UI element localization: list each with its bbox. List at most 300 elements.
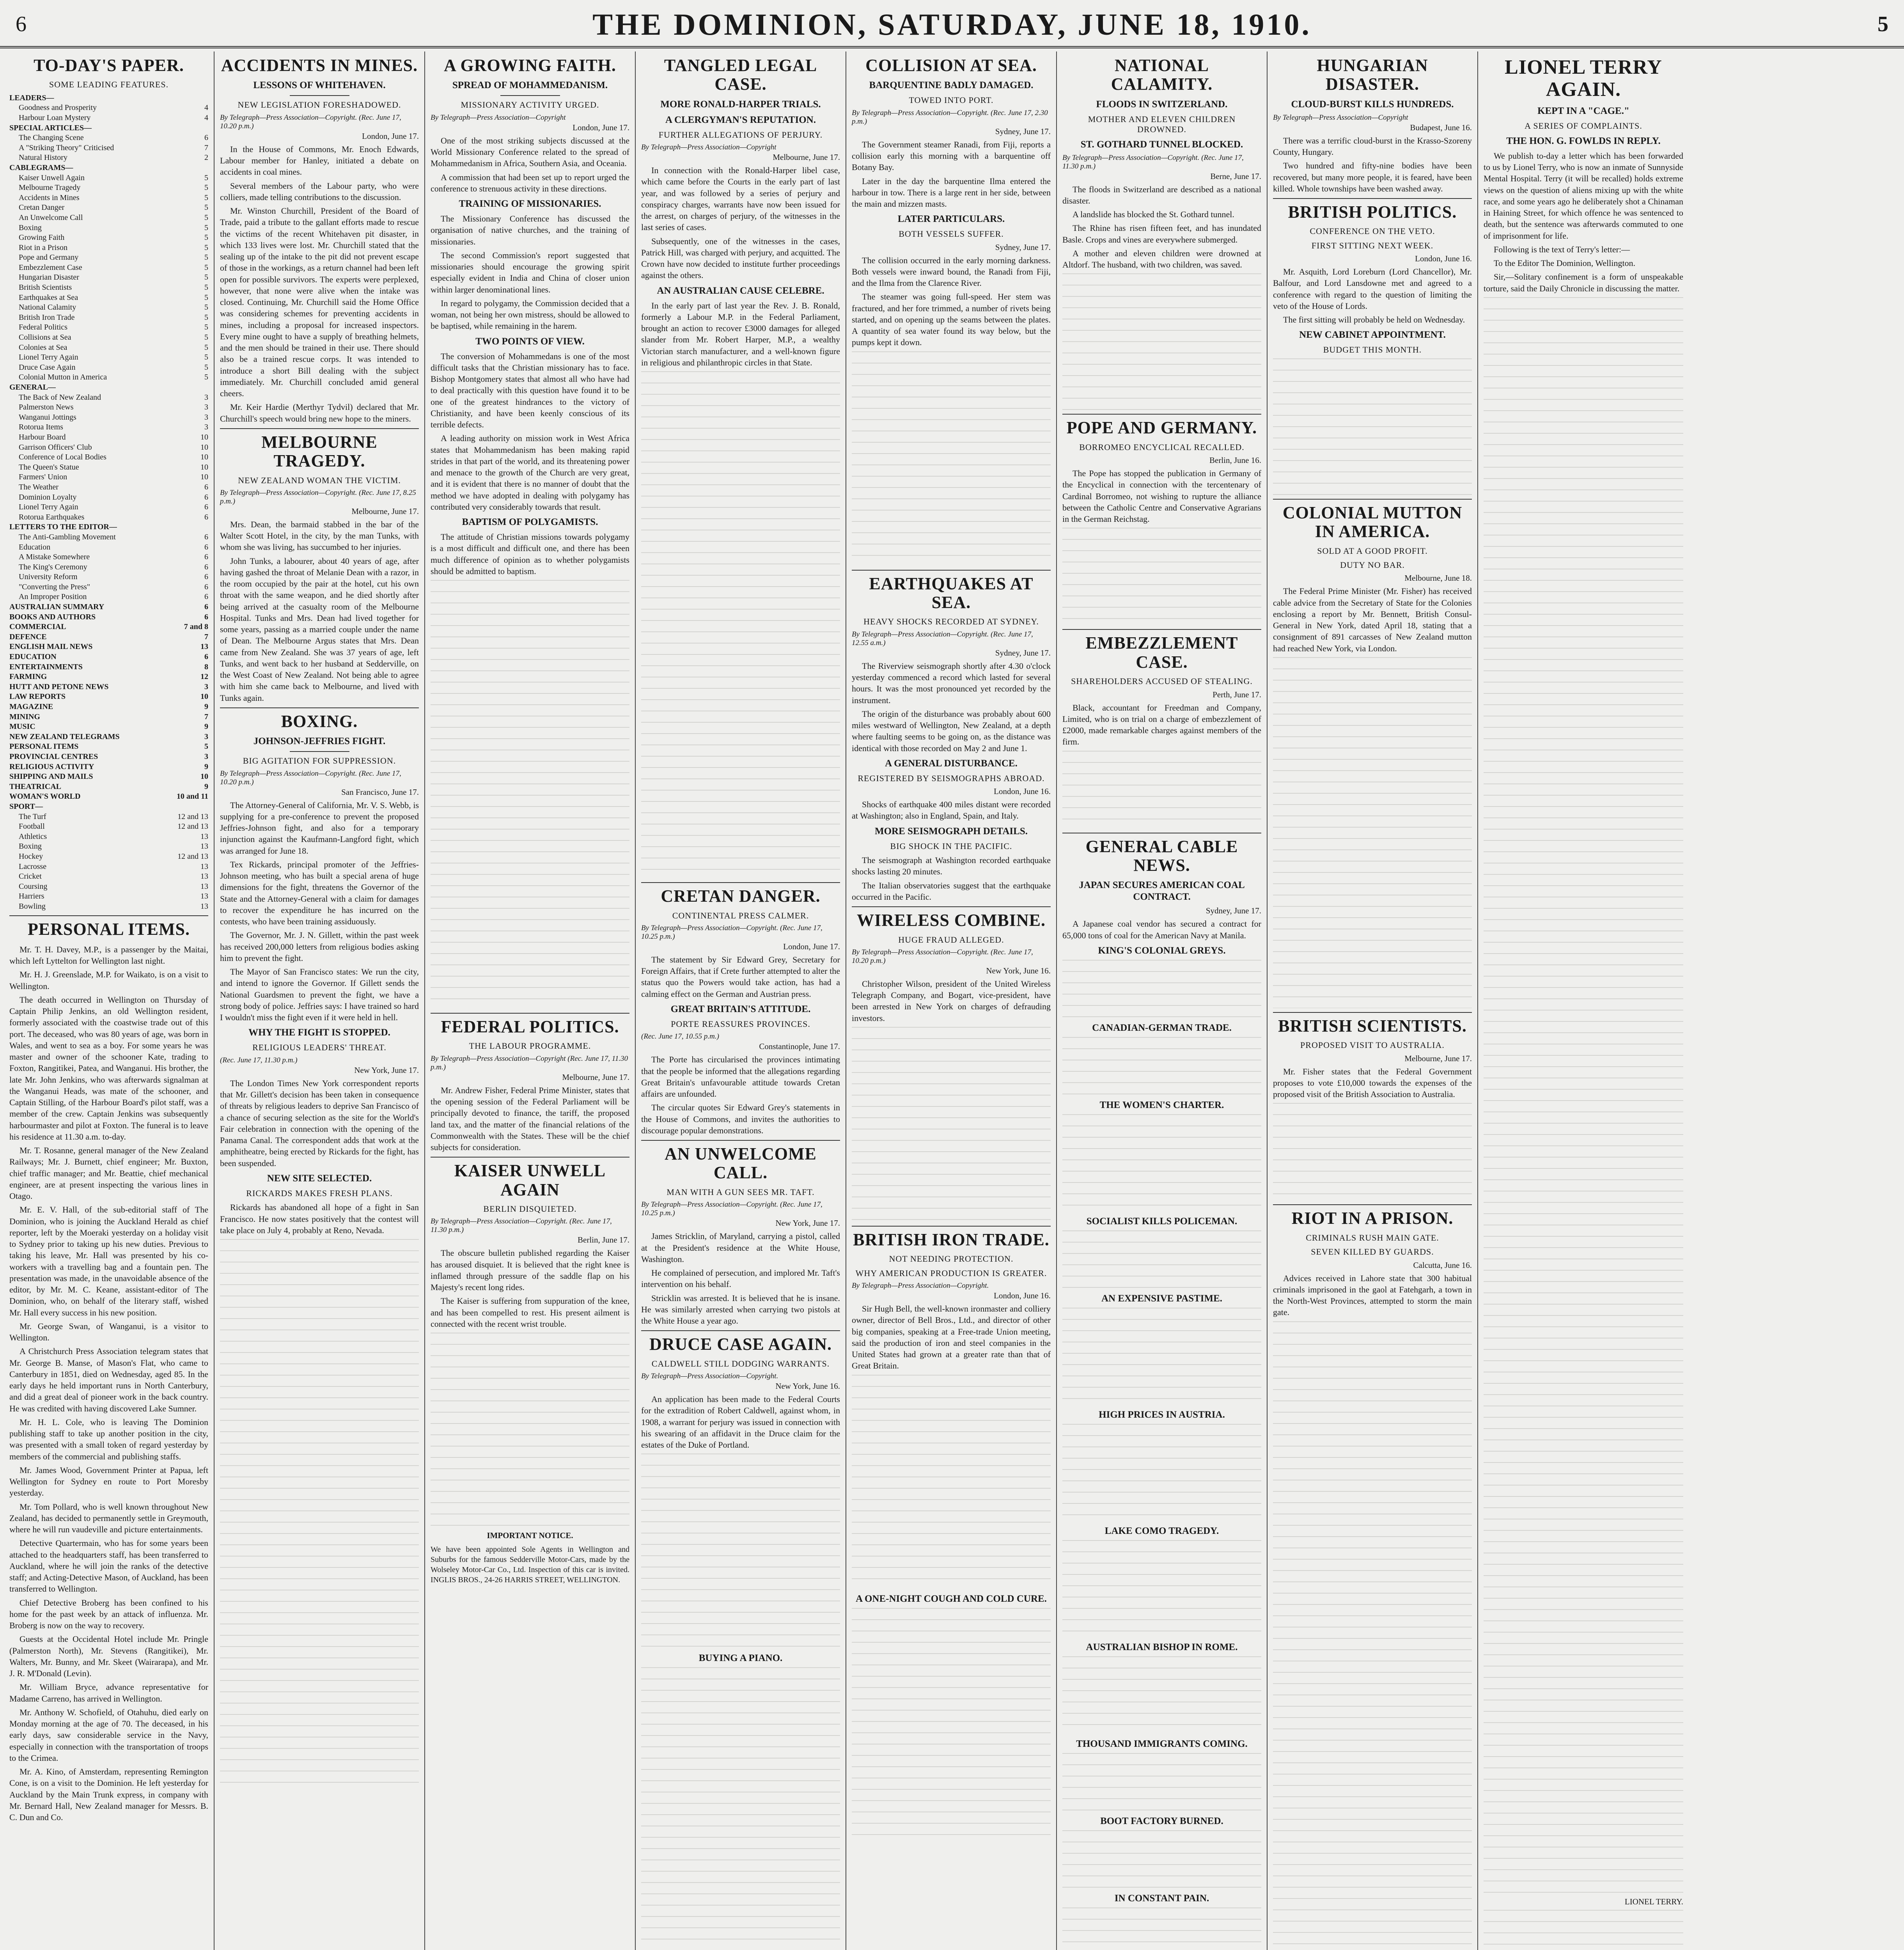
subheading: CLOUD-BURST KILLS HUNDREDS. <box>1291 99 1454 110</box>
continued-text <box>1062 751 1261 829</box>
paragraph: The collision occurred in the early morning darkness. Both vessels were inward bound, the Ranadi from Fiji, and the Ilma from the Clarence River. <box>852 255 1051 288</box>
todays-paper-heading: TO-DAY'S PAPER. <box>34 56 184 75</box>
index-entry-label: The Changing Scene <box>19 133 84 142</box>
index-entry-label: PERSONAL ITEMS <box>9 742 79 751</box>
index-entry-page: 8 <box>204 662 208 671</box>
index-entry-label: Federal Politics <box>19 323 67 332</box>
index-entry-page: 6 <box>204 562 208 571</box>
continued-text <box>1273 657 1472 1008</box>
article-body <box>852 978 1051 1024</box>
index-entry-label: Coursing <box>19 882 48 891</box>
subheading: IN CONSTANT PAIN. <box>1114 1893 1209 1904</box>
subheading: NEW ZEALAND WOMAN THE VICTIM. <box>238 475 401 485</box>
index-entry-page: 12 and 13 <box>177 812 208 821</box>
index-entry <box>9 572 208 582</box>
subheading: AUSTRALIAN BISHOP IN ROME. <box>1086 1642 1238 1652</box>
index-entry-label: AUSTRALIAN SUMMARY <box>9 603 105 612</box>
article-body <box>220 1202 419 1236</box>
index-entry <box>9 852 208 862</box>
index-entry <box>9 562 208 573</box>
headline-cretan-danger: CRETAN DANGER. <box>661 886 821 906</box>
column-4 <box>636 51 846 1950</box>
subheading: KEPT IN A "CAGE." <box>1537 106 1629 117</box>
paragraph: Advices received in Lahore state that 300 habitual criminals imprisoned in the gaol at Fatehgarh, a town in the North-West Provinces, attempted to storm the main gate. <box>1273 1273 1472 1317</box>
headline-melbourne-tragedy: MELBOURNE TRAGEDY. <box>261 432 378 471</box>
index-entry-label: Education <box>19 542 51 551</box>
headline-british-politics: BRITISH POLITICS. <box>1288 202 1457 222</box>
subheading: JAPAN SECURES AMERICAN COAL CONTRACT. <box>1079 880 1245 902</box>
index-entry-label: LEADERS— <box>9 93 54 102</box>
subheading: HEAVY SHOCKS RECORDED AT SYDNEY. <box>863 617 1039 627</box>
article-body <box>1273 1273 1472 1318</box>
index-entry-label: Lionel Terry Again <box>19 353 78 362</box>
subheading: FURTHER ALLEGATIONS OF PERJURY. <box>658 129 823 140</box>
headline-federal-politics: FEDERAL POLITICS. <box>441 1017 619 1037</box>
divider <box>1273 198 1472 199</box>
divider <box>290 95 349 96</box>
newspaper-title: THE DOMINION, SATURDAY, JUNE 18, 1910. <box>592 7 1312 41</box>
subheading: NOT NEEDING PROTECTION. <box>889 1254 1014 1264</box>
paragraph: An application has been made to the Federal Courts for the extradition of Robert Caldwell, against whom, in 1908, a warrant for perjury was issued in connection with his swearing of an affidavit in the Druce claim for the estates of the Duke of Portland. <box>641 1394 840 1450</box>
index-entry <box>9 672 208 682</box>
paragraph: Mr. Winston Churchill, President of the Board of Trade, paid a tribute to the gallant efforts made to rescue the victims of the recent Whitehaven pit disaster, in which 133 lives were lost. Mr. Churchill stated that the sealing up of the intake to the pit did not prevent escape of those in the workings, as a return channel had been left open for possible survivors. The experts were perplexed, however, that none were alive when the intake was closed. Continuing, Mr. Churchill said the Home Office was considering schemes for preventing accidents in mines, including a proposal for increased inspectors. Every mine ought to have a supply of breathing helmets, and the men should be trained in their use. There should also be a trained rescue corps. It was intended to introduce a short Bill dealing with the subject immediately. Mr. Churchill concluded amid general cheers. <box>220 206 419 399</box>
index-entry-label: British Iron Trade <box>19 313 75 322</box>
index-entry <box>9 273 208 283</box>
index-entry-label: A Mistake Somewhere <box>19 553 90 562</box>
divider <box>220 707 419 708</box>
byline: By Telegraph—Press Association—Copyright. (Rec. June 17, 11.30 p.m.) <box>431 1217 612 1234</box>
dateline: Melbourne, June 17. <box>1404 1053 1472 1063</box>
paragraph: The death occurred in Wellington on Thursday of Captain Philip Jenkins, an old Wellington resident, formerly associated with the coastwise trade out of this port. The deceased, who was 80 years of age, was born in Wales, and went to sea as a boy. For some years he was master and owner of the schooner Kate, trading to Foxton, Rangitikei, Patea, and Wanganui. His brother, the late Mr. John Jenkins, who was afterwards signalman at the Wanganui Heads, was mate of the schooner, and Captain Stilling, of the Harbour Board's pilot staff, was a member of the crew. Captain Jenkins was subsequently harbourmaster and pilot at Foxton. The funeral is to leave his residence at 11.30 a.m. to-day. <box>9 994 208 1142</box>
article-body <box>641 954 840 1000</box>
index-entry-page: 10 <box>200 463 208 472</box>
index-entry-page: 13 <box>200 872 208 881</box>
continued-text <box>1273 1321 1472 1950</box>
article-body <box>1062 918 1261 941</box>
paragraph: To the Editor The Dominion, Wellington. <box>1494 258 1636 268</box>
index-entry-label: Colonial Mutton in America <box>19 373 107 382</box>
index-entry <box>9 343 208 353</box>
byline: By Telegraph—Press Association—Copyright <box>1273 113 1408 122</box>
paragraph: A leading authority on mission work in West Africa states that Mohammedanism has been making rapid strides in that part of the world, and its threatening power and menace to the growth of the Church are very great, and it is evident that there is no manner of doubt that the method we have adopted in dealing with polygamy has contributed very considerably towards that result. <box>431 433 629 512</box>
paragraph: A Japanese coal vendor has secured a contract for 65,000 tons of coal for the American Navy at Manila. <box>1062 919 1261 940</box>
index-entry-page: 7 <box>204 143 208 152</box>
index-entry-label: Rotorua Items <box>19 423 63 432</box>
subheading: JOHNSON-JEFFRIES FIGHT. <box>253 736 386 747</box>
index-entry-label: NEW ZEALAND TELEGRAMS <box>9 732 120 741</box>
article-body <box>641 1054 840 1136</box>
byline: By Telegraph—Press Association—Copyright. (Rec. June 17, 8.25 p.m.) <box>220 488 416 505</box>
dateline: Constantinople, June 17. <box>759 1042 840 1051</box>
dateline: London, June 16. <box>994 1291 1051 1301</box>
paragraph: Mr. T. Rosanne, general manager of the New Zealand Railways; Mr. J. Burnett, chief engineer; Mr. Buxton, chief traffic manager; and Mr. Beattie, chief mechanical engineer, are at present inspecting the various lines in Otago. <box>9 1145 208 1201</box>
index-entry <box>9 872 208 882</box>
index-entry-label: Football <box>19 822 45 831</box>
index-entry-page: 5 <box>204 173 208 182</box>
column-8 <box>1478 51 1689 1950</box>
paragraph: The first sitting will probably be held on Wednesday. <box>1283 315 1465 325</box>
subheading: REGISTERED BY SEISMOGRAPHS ABROAD. <box>858 773 1045 783</box>
index-entry-label: Cretan Danger <box>19 203 65 212</box>
subheading: LATER PARTICULARS. <box>897 214 1005 225</box>
index-entry-label: Hockey <box>19 852 43 861</box>
divider <box>852 570 1051 571</box>
index-entry <box>9 552 208 562</box>
article-body <box>641 300 840 369</box>
index-entry-page: 10 <box>200 692 208 701</box>
index-entry-page: 6 <box>204 493 208 502</box>
subheading: AN EXPENSIVE PASTIME. <box>1101 1293 1222 1304</box>
byline: By Telegraph—Press Association—Copyright. (Rec. June 17, 10.20 p.m.) <box>220 113 401 130</box>
index-entry <box>9 882 208 892</box>
index-entry <box>9 772 208 782</box>
index-entry <box>9 123 208 133</box>
index-entry-label: Palmerston News <box>19 403 74 412</box>
paragraph: The Missionary Conference has discussed the organisation of native churches, and the training of missionaries. <box>431 214 629 246</box>
continued-text <box>1062 1308 1261 1405</box>
index-entry-page: 13 <box>200 642 208 651</box>
index-entry-page: 13 <box>200 842 208 851</box>
index-entry-page: 13 <box>200 882 208 891</box>
signature: LIONEL TERRY. <box>1624 1897 1683 1906</box>
index-entry <box>9 642 208 652</box>
subheading: MISSIONARY ACTIVITY URGED. <box>461 100 599 110</box>
subheading: BUYING A PIANO. <box>698 1653 783 1664</box>
index-entry-page: 6 <box>204 482 208 491</box>
index-entry <box>9 263 208 273</box>
index-entry <box>9 173 208 183</box>
dateline: Sydney, June 17. <box>1206 906 1261 916</box>
index-entry-page: 6 <box>204 512 208 521</box>
byline: By Telegraph—Press Association—Copyright. (Rec. June 17, 10.25 p.m.) <box>641 1200 823 1218</box>
continued-text <box>641 1454 840 1649</box>
headline-an-unwelcome-call: AN UNWELCOME CALL. <box>665 1144 817 1182</box>
headline-collision-at-sea: COLLISION AT SEA. <box>865 56 1037 75</box>
index-entry-page: 5 <box>204 233 208 242</box>
index-entry <box>9 792 208 802</box>
index-entry-label: Collisions at Sea <box>19 333 71 342</box>
index-entry-page: 4 <box>204 103 208 112</box>
headline-riot-in-a-prison: RIOT IN A PRISON. <box>1291 1209 1454 1228</box>
divider <box>641 1330 840 1331</box>
index-entry-label: Wanganui Jottings <box>19 413 76 422</box>
paragraph: The circular quotes Sir Edward Grey's statements in the House of Commons, and invites the authorities to discourage popular demonstrations. <box>641 1103 840 1135</box>
divider <box>220 428 419 429</box>
index-entry <box>9 842 208 852</box>
index-entry <box>9 233 208 243</box>
divider <box>1273 499 1472 500</box>
subheading: BOOT FACTORY BURNED. <box>1100 1815 1223 1826</box>
byline: By Telegraph—Press Association—Copyright <box>431 113 566 122</box>
index-entry-page: 10 <box>200 433 208 441</box>
article-body <box>1273 266 1472 325</box>
index-entry-label: Lionel Terry Again <box>19 503 78 512</box>
paragraph: The attitude of Christian missions towards polygamy is a most difficult and difficult one, and there has been much difference of opinion as to whether polygamists should be admitted to baptism. <box>431 532 629 576</box>
paragraph: The Pope has stopped the publication in Germany of the Encyclical in connection with the tercentenary of Cardinal Borromeo, not wishing to rupture the alliance between the Catholic Centre and Conservative Agrarians in the German Reichstag. <box>1062 468 1261 524</box>
index-entry <box>9 472 208 482</box>
index-entry <box>9 722 208 732</box>
index-entry <box>9 802 208 812</box>
article-body <box>220 144 419 424</box>
index-entry-page: 5 <box>204 363 208 372</box>
dateline: Melbourne, June 17. <box>351 506 419 516</box>
index-entry-label: Dominion Loyalty <box>19 493 77 502</box>
subheading: SEVEN KILLED BY GUARDS. <box>1311 1247 1434 1257</box>
dateline: Melbourne, June 18. <box>1404 573 1472 583</box>
column-7 <box>1268 51 1478 1950</box>
index-entry-label: Embezzlement Case <box>19 263 82 272</box>
dateline: New York, June 16. <box>775 1381 840 1391</box>
index-entry-page: 6 <box>204 582 208 591</box>
index-entry-label: Conference of Local Bodies <box>19 453 106 462</box>
headline-kaiser-unwell-again: KAISER UNWELL AGAIN <box>454 1161 606 1199</box>
index-entry-page: 12 and 13 <box>177 852 208 861</box>
paragraph: The floods in Switzerland are described as a national disaster. <box>1062 184 1261 206</box>
article-body <box>641 165 840 281</box>
dateline: New York, June 17. <box>775 1218 840 1228</box>
article-body <box>220 519 419 704</box>
paragraph: A Christchurch Press Association telegram states that Mr. George B. Manse, of Mason's Flat, who came to Canterbury in 1851, died on Wednesday, aged 85. In the early days he held important runs in North Canterbury, and did a great deal of pioneer work in the back country. He was credited with having discovered Lake Sumner. <box>9 1346 208 1413</box>
index-entry-page: 5 <box>204 243 208 252</box>
index-entry-page: 5 <box>204 223 208 232</box>
index-entry <box>9 133 208 143</box>
subheading: A ONE-NIGHT COUGH AND COLD CURE. <box>856 1593 1047 1604</box>
headline-boxing: BOXING. <box>281 711 358 731</box>
paragraph: The origin of the disturbance was probably about 600 miles westward of Wellington, New Zealand, at a depth where faulting seems to be going on, as the distance was identical with those recorded on May 2 and June 1. <box>852 709 1051 753</box>
paragraph: Sir Hugh Bell, the well-known ironmaster and colliery owner, director of Bell Bros., Ltd., and director of other big companies, speaking at a Free-trade Union meeting, said the production of iron and steel companies in the United States had grown at a greater rate than that of Great Britain. <box>852 1304 1051 1371</box>
index-entry-page: 9 <box>204 702 208 711</box>
byline: (Rec. June 17, 10.55 p.m.) <box>641 1032 719 1041</box>
index-entry-label: HUTT AND PETONE NEWS <box>9 682 109 691</box>
continued-text <box>1062 1037 1261 1096</box>
index-entry-label: "Converting the Press" <box>19 582 90 591</box>
divider <box>290 751 349 752</box>
dateline: London, June 17. <box>783 941 840 951</box>
index-entry-label: BOOKS AND AUTHORS <box>9 612 96 621</box>
continued-text <box>220 1239 419 1785</box>
article-body <box>852 1303 1051 1372</box>
paragraph: Mr. Asquith, Lord Loreburn (Lord Chancellor), Mr. Balfour, and Lord Lansdowne met and agreed to a conference with regard to the question of limiting the veto of the House of Lords. <box>1273 267 1472 311</box>
index-entry-label: Growing Faith <box>19 233 65 242</box>
headline-british-iron-trade: BRITISH IRON TRADE. <box>853 1230 1050 1249</box>
paragraph: The Attorney-General of California, Mr. V. S. Webb, is supplying for a pre-conference to prevent the proposed Jeffries-Johnson fight, and also for a temporary injunction against the Kaufmann-Langford fight, which was arranged for June 18. <box>220 800 419 856</box>
columns <box>4 51 1900 1950</box>
subheading: FIRST SITTING NEXT WEEK. <box>1311 240 1434 250</box>
index-entry-label: Colonies at Sea <box>19 343 67 352</box>
dateline: New York, June 16. <box>986 966 1051 975</box>
index-entry <box>9 762 208 772</box>
index-entry-label: Accidents in Mines <box>19 193 80 202</box>
index-entry-label: Cricket <box>19 872 42 881</box>
continued-text <box>1484 1910 1683 1950</box>
index-entry-page: 10 <box>200 772 208 781</box>
paragraph: The Kaiser is suffering from suppuration of the knee, and has been compelled to rest. His present ailment is connected with the recent wrist trouble. <box>431 1296 629 1329</box>
index-entry-page: 3 <box>204 732 208 741</box>
continued-text <box>852 1375 1051 1589</box>
byline: (Rec. June 17, 11.30 p.m.) <box>220 1056 298 1064</box>
headline-embezzlement-case: EMBEZZLEMENT CASE. <box>1085 633 1238 672</box>
paragraph: Mrs. Dean, the barmaid stabbed in the bar of the Walter Scott Hotel, in the city, by the man Tunks, with whom she was living, has succumbed to her injuries. <box>220 519 419 552</box>
index-entry-label: National Calamity <box>19 303 76 312</box>
article-body <box>641 1393 840 1450</box>
paragraph: A mother and eleven children were drowned at Altdorf. The husband, with two children, was saved. <box>1062 248 1261 270</box>
index-entry <box>9 582 208 592</box>
index-entry-label: Bowling <box>19 902 46 911</box>
subheading: SPREAD OF MOHAMMEDANISM. <box>452 80 608 91</box>
index-entry-label: An Improper Position <box>19 592 87 601</box>
index-entry-page: 5 <box>204 333 208 342</box>
subheading: FLOODS IN SWITZERLAND. <box>1096 99 1228 110</box>
index-entry-label: ENGLISH MAIL NEWS <box>9 642 93 651</box>
subheading: TWO POINTS OF VIEW. <box>475 336 585 347</box>
index-entry-label: PROVINCIAL CENTRES <box>9 752 98 761</box>
index-entry <box>9 422 208 433</box>
index-entry-page: 13 <box>200 862 208 871</box>
index-entry <box>9 822 208 832</box>
byline: By Telegraph—Press Association—Copyright. (Rec. June 17, 10.25 p.m.) <box>641 924 823 941</box>
paragraph: In the House of Commons, Mr. Enoch Edwards, Labour member for Hanley, initiated a debate on accidents in coal mines. <box>220 144 419 177</box>
index-entry-label: WOMAN'S WORLD <box>9 792 81 801</box>
paragraph: Subsequently, one of the witnesses in the cases, Patrick Hill, was charged with perjury, and acquitted. The Crown have now decided to institute further proceedings against the others. <box>641 236 840 280</box>
todays-paper-subheading: SOME LEADING FEATURES. <box>49 80 169 90</box>
index-entry <box>9 253 208 263</box>
index-entry <box>9 512 208 523</box>
continued-text <box>1273 358 1472 495</box>
paragraph: The seismograph at Washington recorded earthquake shocks lasting 20 minutes. <box>852 855 1051 877</box>
index-entry <box>9 482 208 493</box>
index-entry <box>9 452 208 463</box>
index-entry-page: 5 <box>204 283 208 292</box>
paragraph: The conversion of Mohammedans is one of the most difficult tasks that the Christian missionary has to face. Bishop Montgomery states that almost all who have had to deal practically with this question have found it to be one of the greatest hindrances to the victory of Christianity, and have been keenly conscious of its terrible defects. <box>431 351 629 430</box>
subheading: A SERIES OF COMPLAINTS. <box>1525 121 1642 131</box>
index-entry <box>9 602 208 612</box>
index-entry-label: RELIGIOUS ACTIVITY <box>9 762 94 771</box>
article-body <box>431 351 629 513</box>
paragraph: Mr. Anthony W. Schofield, of Otahuhu, died early on Monday morning at the age of 70. The deceased, in his early days, saw considerable service in the Navy, especially in connection with the transportation of troops to the Crimea. <box>9 1707 208 1763</box>
index-entry <box>9 93 208 103</box>
subheading: BIG AGITATION FOR SUPPRESSION. <box>243 756 396 766</box>
subheading: LESSONS OF WHITEHAVEN. <box>253 80 386 91</box>
divider <box>641 882 840 883</box>
dateline: Melbourne, June 17. <box>562 1072 629 1082</box>
subheading: MORE RONALD-HARPER TRIALS. <box>660 99 821 110</box>
index-entry <box>9 323 208 333</box>
headline-british-scientists: BRITISH SCIENTISTS. <box>1278 1016 1467 1035</box>
index-entry-page: 5 <box>204 273 208 282</box>
dateline: Berlin, June 17. <box>578 1235 629 1245</box>
index-entry-page: 3 <box>204 403 208 412</box>
index-entry-label: LAW REPORTS <box>9 692 66 701</box>
dateline: Sydney, June 17. <box>995 648 1051 658</box>
page-number-left: 6 <box>16 12 27 36</box>
subheading: LAKE COMO TRAGEDY. <box>1104 1525 1219 1536</box>
index-entry-label: Rotorua Earthquakes <box>19 512 85 521</box>
subheading: SHAREHOLDERS ACCUSED OF STEALING. <box>1071 676 1253 686</box>
index-entry-page: 5 <box>204 303 208 312</box>
article-body <box>1062 184 1261 271</box>
index-entry-page: 5 <box>204 193 208 202</box>
subheading: RELIGIOUS LEADERS' THREAT. <box>252 1042 386 1053</box>
byline: By Telegraph—Press Association—Copyright (Rec. June 17, 11.30 p.m.) <box>431 1054 628 1071</box>
index-entry-label: CABLEGRAMS— <box>9 163 73 172</box>
index-entry-page: 5 <box>204 293 208 302</box>
continued-text <box>852 1027 1051 1222</box>
paragraph: The Mayor of San Francisco states: We run the city, and intend to ignore the Governor. If Gillett sends the National Guardsmen to prevent the fight, we have a strong body of police. Jeffries says: I have trained so hard I wouldn't miss the fight even if it were held in hell. <box>220 967 419 1023</box>
article-body <box>1062 468 1261 525</box>
index-entry-page: 10 <box>200 473 208 482</box>
divider <box>852 1226 1051 1227</box>
index-entry-page: 3 <box>204 752 208 761</box>
continued-text <box>1062 960 1261 1018</box>
index-entry-page: 6 <box>204 652 208 661</box>
paragraph: The second Commission's report suggested that missionaries should encourage the growing spirit especially evident in India and China of closer union within larger denominational lines. <box>431 250 629 294</box>
index-entry-page: 9 <box>204 722 208 731</box>
index-list <box>9 93 208 912</box>
paragraph: Mr. H. J. Greenslade, M.P. for Waikato, is on a visit to Wellington. <box>9 970 208 991</box>
index-entry <box>9 812 208 822</box>
index-entry-page: 7 <box>204 632 208 641</box>
headline-hungarian-disaster: HUNGARIAN DISASTER. <box>1317 56 1428 94</box>
index-entry <box>9 702 208 712</box>
column-1 <box>4 51 215 1950</box>
index-entry <box>9 213 208 223</box>
continued-text <box>1062 1540 1261 1638</box>
index-entry-label: THEATRICAL <box>9 782 61 791</box>
index-entry <box>9 502 208 512</box>
continued-text <box>1062 1656 1261 1734</box>
index-entry-page: 10 <box>200 443 208 452</box>
index-entry <box>9 193 208 203</box>
index-entry-label: MAGAZINE <box>9 702 53 711</box>
subheading: BAPTISM OF POLYGAMISTS. <box>462 517 598 528</box>
index-entry-page: 10 <box>200 453 208 462</box>
index-entry-page: 5 <box>204 313 208 322</box>
continued-text <box>1062 1753 1261 1812</box>
subheading: RICKARDS MAKES FRESH PLANS. <box>246 1188 393 1198</box>
subheading: CONFERENCE ON THE VETO. <box>1310 226 1435 236</box>
index-entry-page: 5 <box>204 203 208 212</box>
index-entry-label: The Anti-Gambling Movement <box>19 532 116 541</box>
index-entry <box>9 892 208 902</box>
paragraph: The statement by Sir Edward Grey, Secretary for Foreign Affairs, that if Crete further attempted to alter the status quo the Powers would take action, has had a calming effect on the German and Austrian press. <box>641 954 840 999</box>
index-entry-label: Kaiser Unwell Again <box>19 173 85 182</box>
continued-text <box>1062 1830 1261 1889</box>
index-entry-label: Melbourne Tragedy <box>19 183 81 192</box>
subheading: THOUSAND IMMIGRANTS COMING. <box>1076 1738 1248 1749</box>
subheading: PORTE REASSURES PROVINCES. <box>671 1019 810 1029</box>
dateline: Sydney, June 17. <box>995 126 1051 136</box>
index-entry <box>9 402 208 413</box>
article-body <box>431 213 629 332</box>
paragraph: Guests at the Occidental Hotel include Mr. Pringle (Palmerston North), Mr. Stevens (Rangitikei), Mr. Walters, Mr. Bunny, and Mr. Skeet (Wairarapa), and Mr. J. R. M'Donald (Levin). <box>9 1634 208 1679</box>
article-body <box>431 1085 629 1153</box>
index-entry-label: MINING <box>9 712 40 721</box>
index-entry-page: 6 <box>204 133 208 142</box>
index-entry-label: Natural History <box>19 153 67 162</box>
divider <box>852 906 1051 907</box>
index-entry <box>9 313 208 323</box>
index-entry-page: 6 <box>204 553 208 562</box>
paragraph: Mr. George Swan, of Wanganui, is a visitor to Wellington. <box>9 1321 208 1343</box>
index-entry-label: Boxing <box>19 223 42 232</box>
subheading: CRIMINALS RUSH MAIN GATE. <box>1306 1232 1439 1243</box>
index-entry <box>9 662 208 672</box>
index-entry-label: Lacrosse <box>19 862 47 871</box>
continued-text <box>1062 1907 1261 1950</box>
index-entry-page: 2 <box>204 153 208 162</box>
paragraph: Mr. Keir Hardie (Merthyr Tydvil) declared that Mr. Churchill's speech would bring new hope to the miners. <box>220 402 419 424</box>
index-entry-page: 9 <box>204 762 208 771</box>
